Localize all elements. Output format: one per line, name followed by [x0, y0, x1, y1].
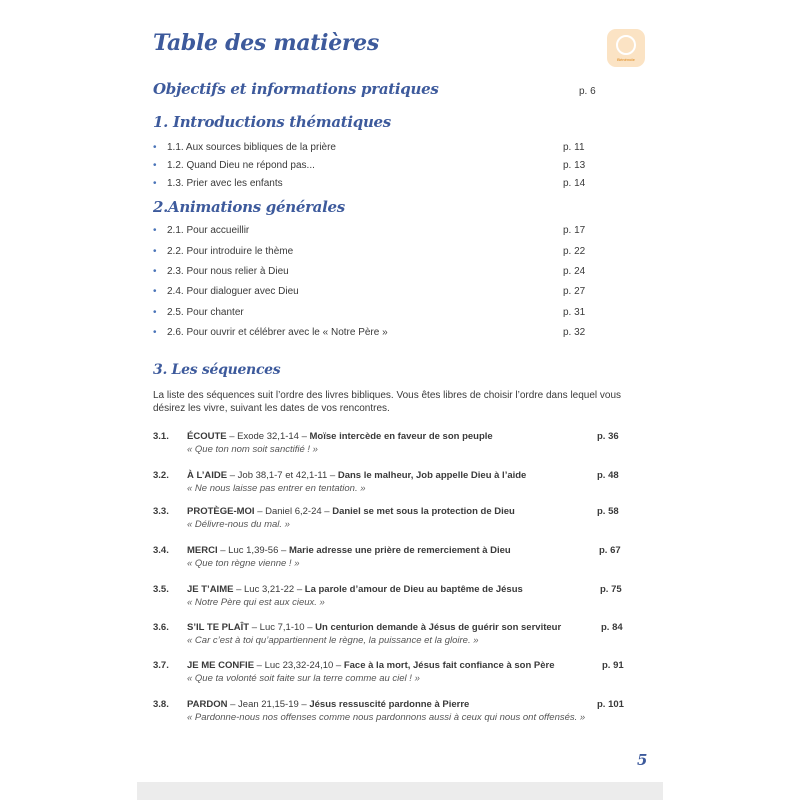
sequence-title [187, 470, 526, 481]
sequence-desc: Moïse intercède en faveur de son peuple [309, 431, 493, 442]
sequence-desc: Jésus ressuscité pardonne à Pierre [309, 699, 470, 710]
toc-item-label: 1.3. Prier avec les enfants [167, 177, 283, 189]
sequence-number: 3.5. [153, 584, 169, 595]
sequence-quote: « Que ton règne vienne ! » [187, 558, 300, 569]
page-margin-left [0, 0, 137, 800]
sequence-ref: – Luc 7,1-10 – [249, 622, 316, 633]
sequence-quote: « Délivre-nous du mal. » [187, 519, 290, 530]
logo [607, 29, 645, 67]
toc-item[interactable] [153, 176, 603, 190]
sequence-desc: La parole d’amour de Dieu au baptême de Jésus [304, 584, 523, 595]
sequence-keyword: PARDON [187, 699, 228, 710]
heading-section-2: 2.Animations générales [153, 198, 345, 216]
sequence-keyword: PROTÈGE-MOI [187, 506, 255, 517]
sequence-keyword: S’IL TE PLAÎT [187, 622, 250, 633]
toc-item-label: 2.1. Pour accueillir [167, 224, 250, 236]
bullet-icon: • [153, 306, 157, 318]
sequence-desc: Dans le malheur, Job appelle Dieu à l’aide [337, 470, 527, 481]
sequence-title [187, 660, 555, 671]
toc-item-page: p. 11 [563, 141, 585, 153]
sequence-ref: – Luc 1,39-56 – [217, 545, 289, 556]
sequence-page: p. 75 [600, 584, 622, 595]
page-number: 5 [637, 751, 648, 769]
document-page [137, 0, 663, 800]
sequence-title [187, 584, 523, 595]
page-title: Table des matières [153, 30, 379, 56]
sequence-desc: Marie adresse une prière de remerciement à Dieu [288, 545, 511, 556]
bullet-icon: • [153, 265, 157, 277]
sequence-number: 3.8. [153, 699, 169, 710]
logo-text: Bénévole [617, 56, 635, 62]
sequence-title [187, 622, 561, 633]
bullet-icon: • [153, 159, 157, 171]
sequence-page: p. 67 [599, 545, 621, 556]
sequence-quote: « Notre Père qui est aux cieux. » [187, 597, 325, 608]
sequence-ref: – Luc 23,32-24,10 – [254, 660, 344, 671]
sequence-page: p. 48 [597, 470, 619, 481]
toc-item-label: 2.2. Pour introduire le thème [167, 245, 294, 257]
toc-item-page: p. 31 [563, 306, 586, 318]
toc-item[interactable] [153, 325, 603, 339]
intro-line-1: La liste des séquences suit l’ordre des livres bibliques. Vous êtes libres de choisir l’ordre dans lequel vous [153, 390, 622, 401]
toc-item-page: p. 32 [563, 326, 586, 338]
sequence-title [187, 506, 515, 517]
sequence-quote: « Pardonne-nous nos offenses comme nous pardonnons aussi à ceux qui nous ont offensés. » [187, 712, 586, 723]
toc-item[interactable] [153, 140, 603, 154]
toc-item[interactable] [153, 264, 603, 278]
sequence-desc: Daniel se met sous la protection de Dieu [332, 506, 515, 517]
sequence-page: p. 91 [602, 660, 624, 671]
heading-section-3: 3. Les séquences [153, 362, 281, 378]
sequence-number: 3.4. [153, 545, 169, 556]
sequence-title [187, 699, 469, 710]
toc-item[interactable] [153, 284, 603, 298]
heading-objectifs: Objectifs et informations pratiques [153, 80, 439, 98]
bullet-icon: • [153, 224, 157, 236]
sequence-title [187, 545, 511, 556]
section-3-intro [153, 389, 653, 415]
bullet-icon: • [153, 245, 157, 257]
toc-item-page: p. 22 [563, 245, 586, 257]
toc-item-label: 2.3. Pour nous relier à Dieu [167, 265, 289, 277]
sequence-keyword: ÉCOUTE [187, 431, 227, 442]
toc-item[interactable] [153, 244, 603, 258]
sequence-page: p. 36 [597, 431, 619, 442]
sequence-quote: « Ne nous laisse pas entrer en tentation. » [187, 483, 366, 494]
sequence-page: p. 58 [597, 506, 619, 517]
sequence-page: p. 101 [597, 699, 624, 710]
sequence-quote: « Car c’est à toi qu’appartiennent le règne, la puissance et la gloire. » [187, 635, 479, 646]
toc-item-page: p. 27 [563, 285, 586, 297]
toc-item-label: 1.2. Quand Dieu ne répond pas... [167, 159, 315, 171]
sequence-keyword: JE ME CONFIE [187, 660, 255, 671]
toc-item-page: p. 17 [563, 224, 586, 236]
sequence-page: p. 84 [601, 622, 623, 633]
toc-item-page: p. 24 [563, 265, 586, 277]
intro-line-2: désirez les vivre, suivant les dates de vos rencontres. [153, 403, 390, 414]
sequence-ref: – Jean 21,15-19 – [227, 699, 310, 710]
sequence-desc: Un centurion demande à Jésus de guérir son serviteur [315, 622, 562, 633]
sequence-ref: – Exode 32,1-14 – [226, 431, 310, 442]
page-bottom-edge [137, 782, 663, 800]
page-ref-objectifs: p. 6 [579, 86, 596, 97]
sequence-ref: – Job 38,1-7 et 42,1-11 – [227, 470, 338, 481]
sequence-desc: Face à la mort, Jésus fait confiance à son Père [343, 660, 555, 671]
toc-item-label: 1.1. Aux sources bibliques de la prière [167, 141, 336, 153]
sequence-quote: « Que ta volonté soit faite sur la terre comme au ciel ! » [187, 673, 420, 684]
sequence-number: 3.1. [153, 431, 169, 442]
toc-item-label: 2.5. Pour chanter [167, 306, 244, 318]
bullet-icon: • [153, 141, 157, 153]
circle-logo-icon [616, 35, 636, 55]
sequence-number: 3.2. [153, 470, 169, 481]
toc-item[interactable] [153, 305, 603, 319]
sequence-number: 3.6. [153, 622, 169, 633]
sequence-title [187, 431, 493, 442]
toc-item-page: p. 14 [563, 177, 586, 189]
bullet-icon: • [153, 285, 157, 297]
sequence-quote: « Que ton nom soit sanctifié ! » [187, 444, 318, 455]
sequence-keyword: À L’AIDE [187, 470, 228, 481]
toc-item-label: 2.4. Pour dialoguer avec Dieu [167, 285, 299, 297]
sequence-number: 3.7. [153, 660, 169, 671]
sequence-number: 3.3. [153, 506, 169, 517]
bullet-icon: • [153, 177, 157, 189]
toc-item[interactable] [153, 223, 603, 237]
heading-section-1: 1. Introductions thématiques [153, 113, 391, 131]
toc-item-label: 2.6. Pour ouvrir et célébrer avec le « Notre Père » [167, 326, 388, 338]
sequence-keyword: JE T’AIME [187, 584, 234, 595]
toc-item-page: p. 13 [563, 159, 586, 171]
sequence-ref: – Luc 3,21-22 – [233, 584, 305, 595]
sequence-keyword: MERCI [187, 545, 218, 556]
sequence-ref: – Daniel 6,2-24 – [254, 506, 333, 517]
bullet-icon: • [153, 326, 157, 338]
toc-item[interactable] [153, 158, 603, 172]
